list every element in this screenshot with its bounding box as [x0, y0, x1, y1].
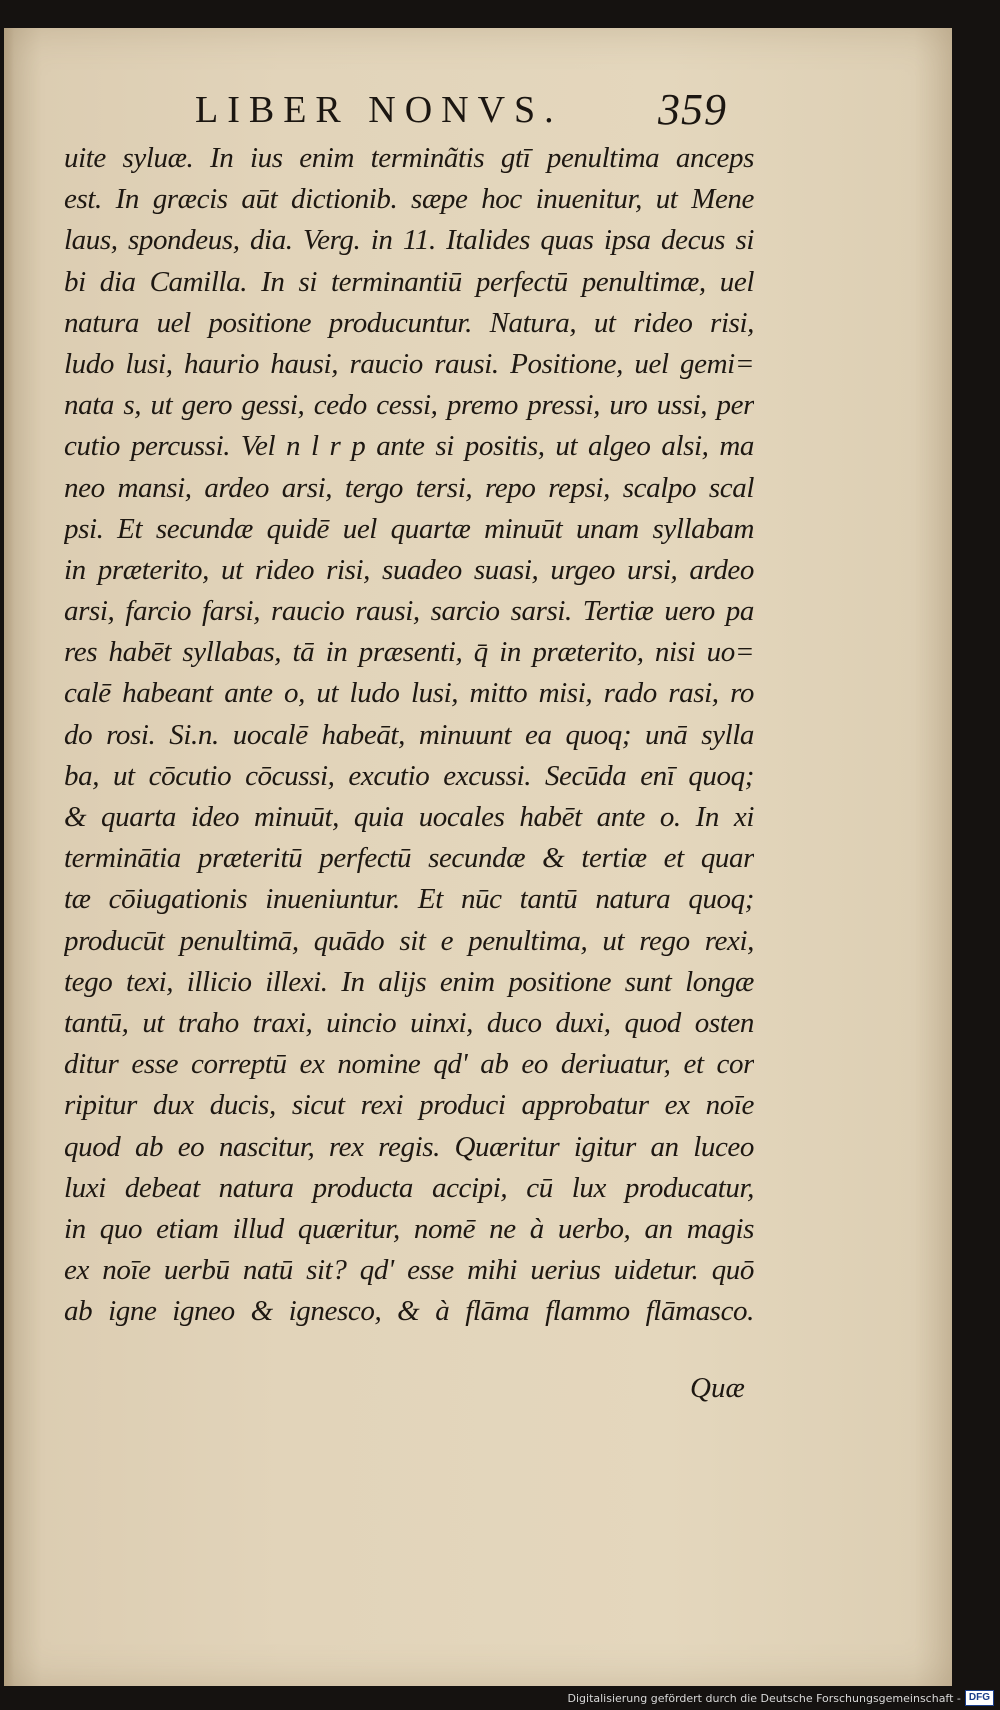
- text-line: quod ab eo nascitur, rex regis. Quæritur igitur an luceo: [64, 1130, 754, 1163]
- text-line: calē habeant ante o, ut ludo lusi, mitto misi, rado rasi, ro: [64, 677, 754, 710]
- text-line: nata s, ut gero gessi, cedo cessi, premo pressi, uro ussi, per: [64, 389, 754, 422]
- catchword: Quæ: [690, 1372, 745, 1404]
- digitization-credit: [568, 1690, 995, 1706]
- text-line: terminātia præteritū perfectū secundæ & tertiæ et quar: [64, 842, 754, 875]
- text-line: ripitur dux ducis, sicut rexi produci approbatur ex noīe: [64, 1089, 754, 1122]
- text-line: tæ cōiugationis inueniuntur. Et nūc tantū natura quoq;: [64, 883, 754, 916]
- text-line: res habēt syllabas, tā in præsenti, q̄ in præterito, nisi uo=: [64, 636, 754, 669]
- text-line: ba, ut cōcutio cōcussi, excutio excussi. Secūda enī quoq;: [64, 759, 754, 792]
- page-gutter: [4, 28, 14, 1686]
- text-line: bi dia Camilla. In si terminantiū perfectū penultimæ, uel: [64, 265, 754, 298]
- text-line: neo mansi, ardeo arsi, tergo tersi, repo repsi, scalpo scal: [64, 471, 754, 504]
- text-line: in præterito, ut rideo risi, suadeo suasi, urgeo ursi, ardeo: [64, 553, 754, 586]
- running-title: LIBER NONVS.: [195, 89, 563, 131]
- text-line: in quo etiam illud quæritur, nomē ne à uerbo, an magis: [64, 1212, 754, 1245]
- text-line: producūt penultimā, quādo sit e penultima, ut rego rexi,: [64, 924, 754, 957]
- text-line: ludo lusi, haurio hausi, raucio rausi. Positione, uel gemi=: [64, 347, 754, 380]
- text-line: laus, spondeus, dia. Verg. in 11. Italides quas ipsa decus si: [64, 224, 754, 257]
- text-line: arsi, farcio farsi, raucio rausi, sarcio sarsi. Tertiæ uero pa: [64, 595, 754, 628]
- text-line: uite syluæ. In ius enim terminãtis gtī penultima anceps: [64, 142, 754, 174]
- text-line: psi. Et secundæ quidē uel quartæ minuūt unam syllabam: [64, 512, 754, 545]
- page-number: 359: [658, 85, 727, 134]
- text-line: tantū, ut traho traxi, uincio uinxi, duco duxi, quod osten: [64, 1006, 754, 1039]
- text-line: tego texi, illicio illexi. In alijs enim positione sunt longæ: [64, 965, 754, 998]
- credit-text: Digitalisierung gefördert durch die Deutsche Forschungsgemeinschaft -: [567, 1691, 961, 1705]
- text-line: est. In græcis aūt dictionib. sæpe hoc inuenitur, ut Mene: [64, 183, 754, 216]
- text-line: ex noīe uerbū natū sit? qd' esse mihi uerius uidetur. quō: [64, 1254, 754, 1287]
- text-line: cutio percussi. Vel n l r p ante si positis, ut algeo alsi, ma: [64, 430, 754, 463]
- body-text: [64, 138, 754, 1332]
- text-line: do rosi. Si.n. uocalē habeāt, minuunt ea quoq; unā sylla: [64, 718, 754, 751]
- text-line: & quarta ideo minuūt, quia uocales habēt ante o. In xi: [64, 801, 754, 833]
- text-line: natura uel positione producuntur. Natura, ut rideo risi,: [64, 306, 754, 339]
- text-line: luxi debeat natura producta accipi, cū lux producatur,: [64, 1171, 754, 1204]
- text-line: ab igne igneo & ignesco, & à flāma flammo flāmasco.: [64, 1295, 754, 1328]
- dfg-logo: DFG: [965, 1690, 994, 1706]
- text-line: ditur esse correptū ex nomine qd' ab eo deriuatur, et cor: [64, 1048, 754, 1081]
